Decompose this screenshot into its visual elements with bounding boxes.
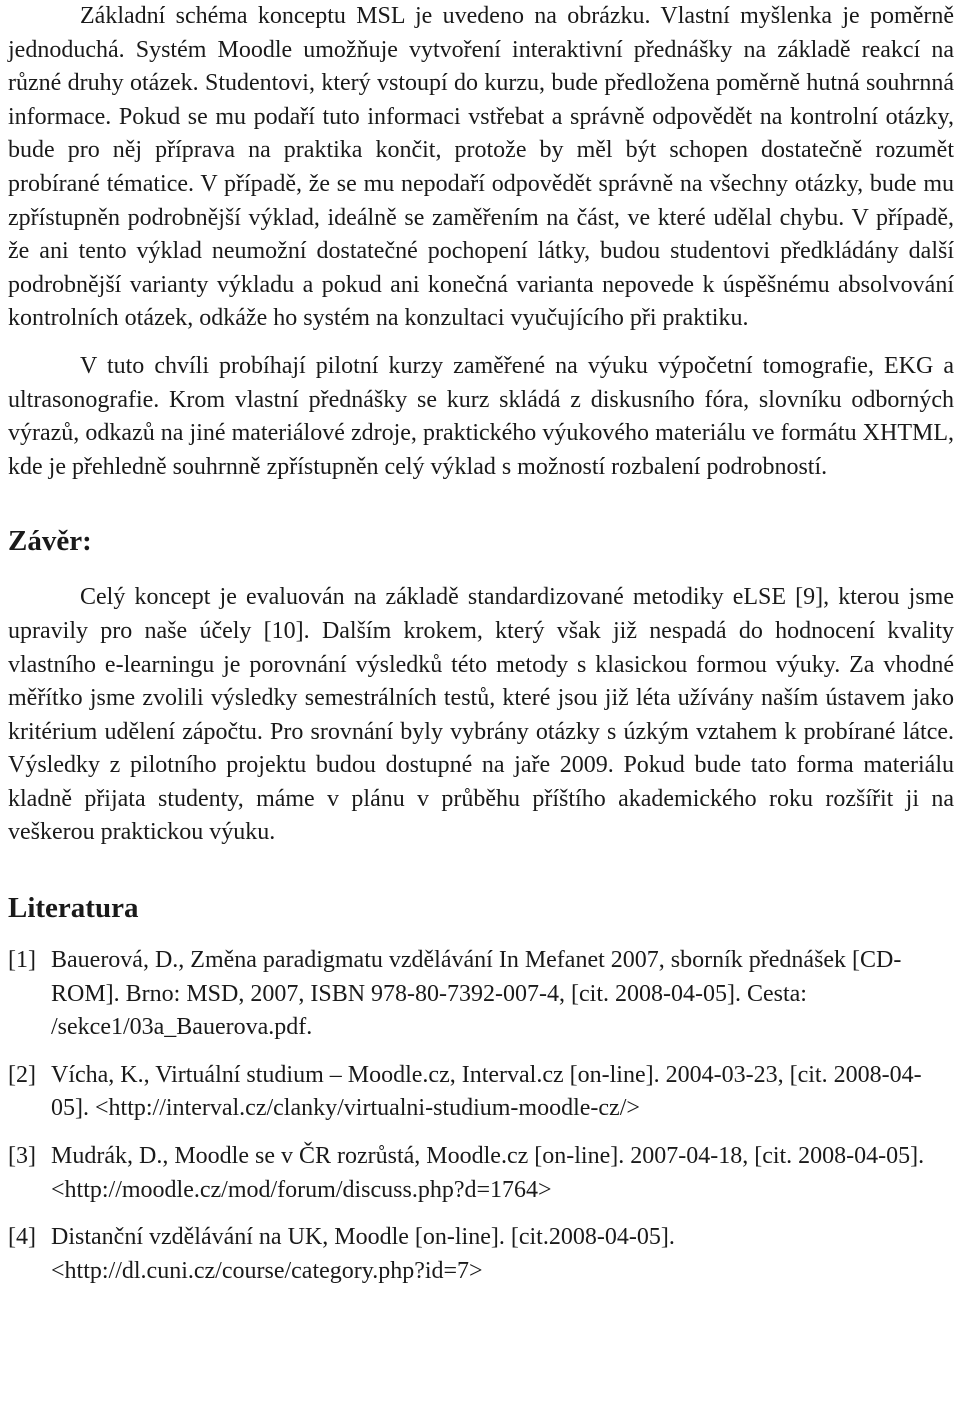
reference-list bbox=[8, 944, 954, 1288]
reference-item bbox=[8, 1221, 954, 1288]
reference-text: Mudrák, D., Moodle se v ČR rozrůstá, Moodle.cz [on-line]. 2007-04-18, [cit. 2008-04-05]. <http://moodle.cz/mod/forum/discuss.php?d=1764> bbox=[51, 1143, 925, 1203]
reference-number: [2] bbox=[8, 1061, 36, 1088]
reference-number: [3] bbox=[8, 1143, 36, 1170]
reference-item bbox=[8, 1059, 954, 1126]
literature-heading: Literatura bbox=[8, 892, 139, 925]
reference-text: Vícha, K., Virtuální studium – Moodle.cz, Interval.cz [on-line]. 2004-03-23, [cit. 2008-04-05]. <http://interval.cz/clanky/virtualni-studium-moodle-cz/> bbox=[51, 1061, 922, 1122]
conclusion-heading: Závěr: bbox=[8, 525, 92, 558]
reference-number: [4] bbox=[8, 1224, 36, 1251]
conclusion-paragraph: Celý koncept je evaluován na základě standardizované metodiky eLSE [9], kterou jsme upravily pro naše účely [10]. Dalším krokem, který však již nespadá do hodnocení kvality vlastního e-learningu je porovnání výsledků této metody s klasickou formou výuky. Za vhodné měřítko jsme zvolili výsledky semestrálních testů, které jsou již léta užívány naším ústavem jako kritérium udělení zápočtu. Pro srovnání byly vybrány otázky s úzkým vztahem k probírané látce. Výsledky z pilotního projektu budou dostupné na jaře 2009. Pokud bude tato forma materiálu kladně přijata studenty, máme v plánu v průběhu příštího akademického roku rozšířit ji na veškerou praktickou výuku. bbox=[8, 584, 954, 846]
body-paragraph-pilot-courses: V tuto chvíli probíhají pilotní kurzy zaměřené na výuku výpočetní tomografie, EKG a ultrasonografie. Krom vlastní přednášky se kurz skládá z diskusního fóra, slovníku odborných výrazů, odkazů na jiné materiálové zdroje, praktického výukového materiálu ve formátu XHTML, kde je přehledně souhrnně zpřístupněn celý výklad s možností rozbalení podrobností. bbox=[8, 352, 954, 480]
reference-item bbox=[8, 944, 954, 1045]
reference-number: [1] bbox=[8, 947, 36, 974]
reference-text: Distanční vzdělávání na UK, Moodle [on-line]. [cit.2008-04-05]. <http://dl.cuni.cz/course/category.php?id=7> bbox=[51, 1224, 675, 1284]
document-page bbox=[8, 0, 954, 1288]
body-paragraph-msl-concept: Základní schéma konceptu MSL je uvedeno na obrázku. Vlastní myšlenka je poměrně jednoduchá. Systém Moodle umožňuje vytvoření interaktivní přednášky na základě reakcí na různé druhy otázek. Studentovi, který vstoupí do kurzu, bude předložena poměrně hutná souhrnná informace. Pokud se mu podaří tuto informaci vstřebat a správně odpovědět na kontrolní otázky, bude pro něj příprava na praktika končit, protože by měl být schopen dostatečně rozumět probírané tématice. V případě, že se mu nepodaří odpovědět správně na všechny otázky, bude mu zpřístupněn podrobnější výklad, ideálně se zaměřením na část, ve které udělal chybu. V případě, že ani tento výklad neumožní dostatečné pochopení látky, budou studentovi předkládány další podrobnější varianty výkladu a pokud ani konečná varianta nepovede k úspěšnému absolvování kontrolních otázek, odkáže ho systém na konzultaci vyučujícího při praktiku. bbox=[8, 3, 954, 332]
reference-item bbox=[8, 1140, 954, 1207]
reference-text: Bauerová, D., Změna paradigmatu vzdělávání In Mefanet 2007, sborník přednášek [CD-ROM]. Brno: MSD, 2007, ISBN 978-80-7392-007-4, [cit. 2008-04-05]. Cesta: /sekce1/03a_Bauerova.pdf. bbox=[51, 947, 902, 1041]
